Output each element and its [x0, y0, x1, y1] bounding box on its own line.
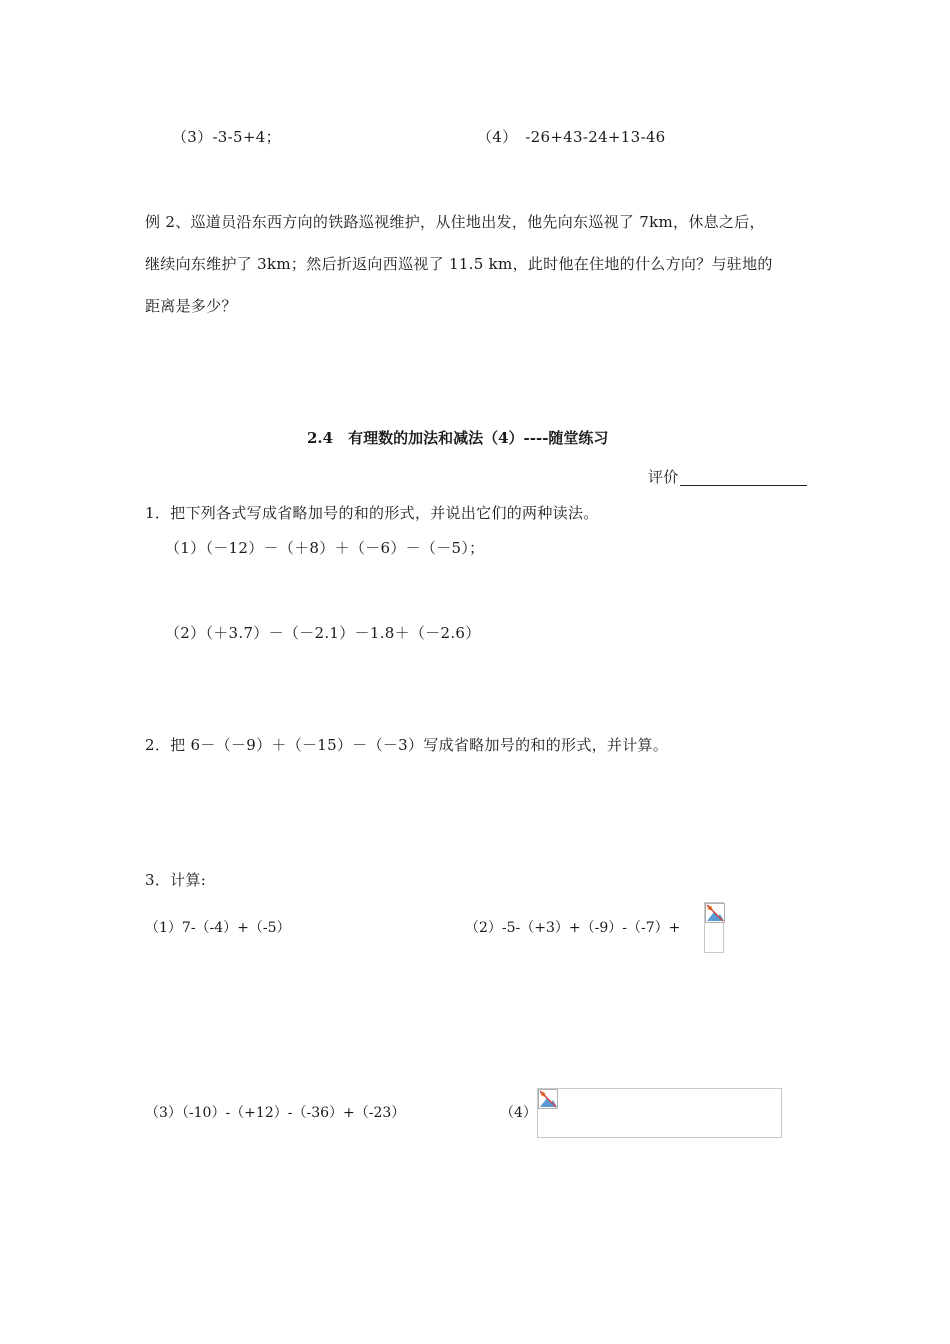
- rating-blank-line: [680, 485, 807, 486]
- question-1: 1．把下列各式写成省略加号的和的形式，并说出它们的两种读法。: [145, 504, 599, 522]
- broken-image-icon: [705, 903, 725, 923]
- question-3-sub-1: （1）7-（-4）+（-5）: [145, 920, 291, 936]
- broken-image-placeholder: [537, 1088, 782, 1138]
- example-item-4: （4） -26+43-24+13-46: [477, 128, 666, 146]
- question-3: 3．计算:: [145, 871, 207, 889]
- example2-line-1: 例 2、巡道员沿东西方向的铁路巡视维护，从住地出发，他先向东巡视了 7km，休息之后，: [145, 213, 765, 231]
- question-3-sub-4: （4）: [500, 1105, 537, 1121]
- question-2: 2．把 6－（－9）＋（－15）－（－3）写成省略加号的和的形式，并计算。: [145, 736, 669, 754]
- example2-line-3: 距离是多少？: [145, 297, 237, 315]
- broken-image-placeholder: [704, 902, 724, 953]
- example-item-3: （3）-3-5+4；: [172, 128, 281, 146]
- question-3-sub-3: （3）（-10）-（+12）-（-36）+（-23）: [145, 1105, 406, 1121]
- question-1-sub-2: （2）（＋3.7）－（－2.1）－1.8＋（－2.6）: [165, 624, 481, 642]
- rating-label: 评价: [648, 468, 679, 486]
- broken-image-icon: [538, 1089, 558, 1109]
- question-3-sub-2: （2）-5-（+3）+（-9）-（-7）+: [465, 920, 681, 936]
- example2-line-2: 继续向东维护了 3km；然后折返向西巡视了 11.5 km，此时他在住地的什么方向？与驻地的: [145, 255, 773, 273]
- section-title: 2.4 有理数的加法和减法（4）----随堂练习: [307, 429, 609, 447]
- question-1-sub-1: （1）（－12）－（＋8）＋（－6）－（－5）；: [165, 539, 485, 557]
